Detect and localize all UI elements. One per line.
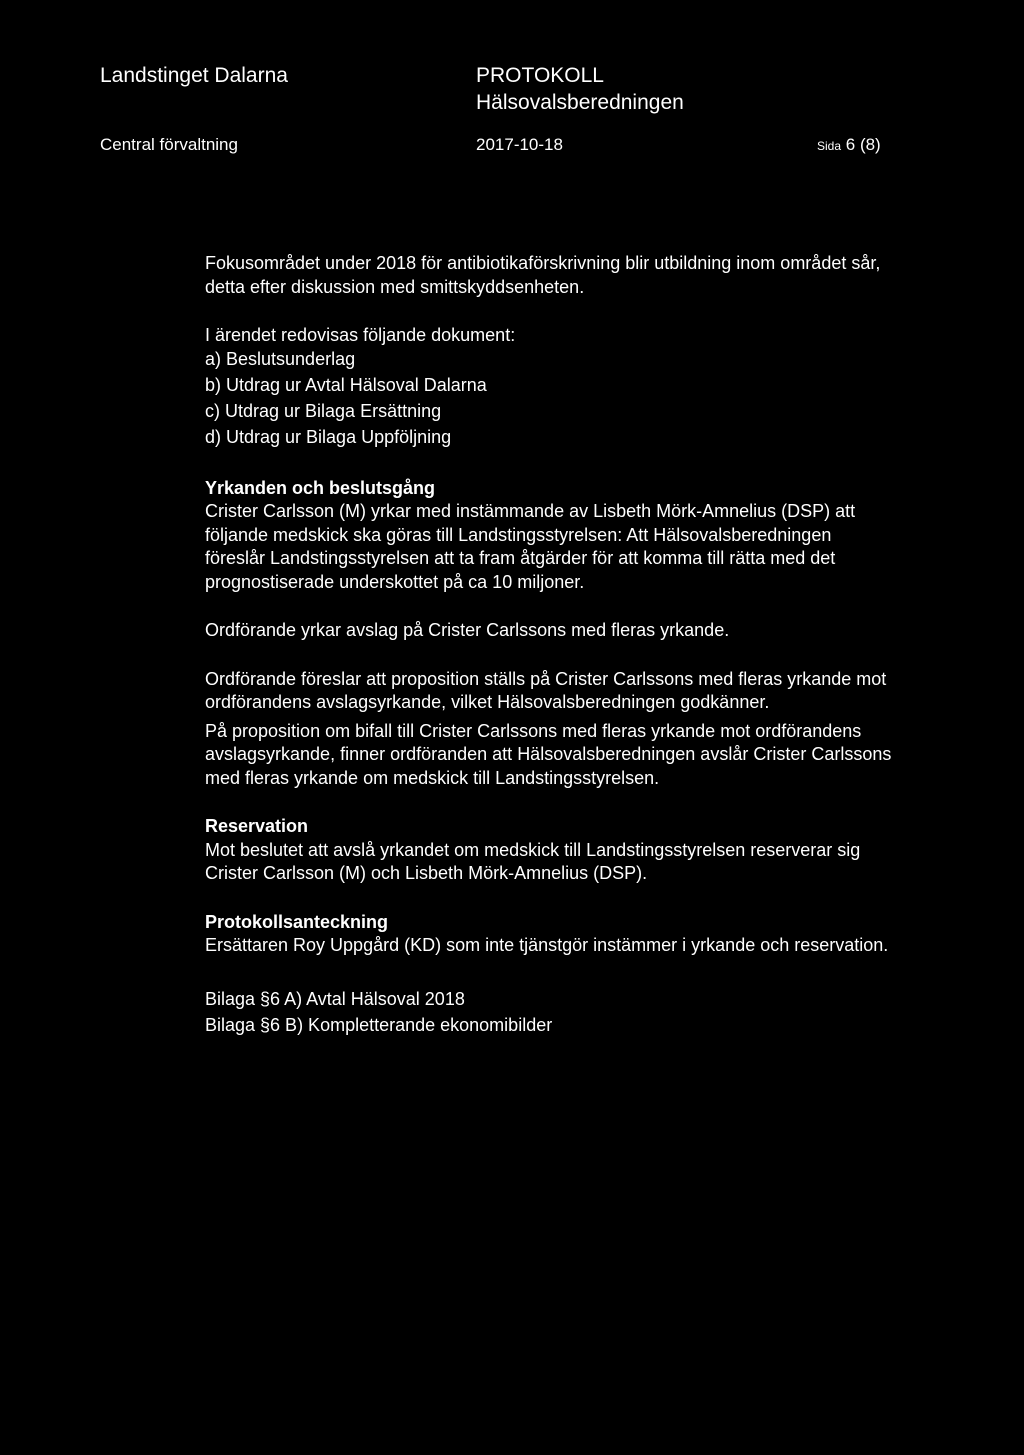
meeting-date: 2017-10-18 (476, 135, 563, 154)
paragraph-protokollsanteckning: Ersättaren Roy Uppgård (KD) som inte tjänstgör instämmer i yrkande och reservation. (205, 935, 889, 955)
department-name: Central förvaltning (100, 135, 238, 154)
page-number (817, 136, 881, 153)
heading-reservation: Reservation (205, 816, 309, 836)
paragraph-focus-area: Fokusområdet under 2018 för antibiotikaförskrivning blir utbildning inom området sår, detta efter diskussion med smittskyddsenheten. (205, 253, 881, 297)
document-body (205, 252, 895, 1040)
document-type: PROTOKOLL (476, 64, 604, 87)
heading-yrkanden: Yrkanden och beslutsgång (205, 477, 436, 498)
attachment-item: Bilaga §6 B) Kompletterande ekonomibilder (205, 1014, 553, 1035)
list-item: d) Utdrag ur Bilaga Uppföljning (205, 426, 452, 447)
list-item: a) Beslutsunderlag (205, 348, 356, 369)
list-item: c) Utdrag ur Bilaga Ersättning (205, 400, 442, 421)
page-number-value: 6 (8) (845, 135, 881, 154)
attachment-item: Bilaga §6 A) Avtal Hälsoval 2018 (205, 988, 465, 1009)
documents-list (205, 348, 895, 450)
committee-name: Hälsovalsberedningen (476, 91, 684, 114)
paragraph-reservation: Mot beslutet att avslå yrkandet om medskick till Landstingsstyrelsen reserverar sig Crister Carlsson (M) och Lisbeth Mörk-Amnelius (DSP). (205, 839, 861, 883)
list-item: b) Utdrag ur Avtal Hälsoval Dalarna (205, 374, 487, 395)
heading-protokollsanteckning: Protokollsanteckning (205, 911, 389, 932)
paragraph-ordforande-proposition: Ordförande föreslar att proposition ställs på Crister Carlssons med fleras yrkande mot ordförandens avslagsyrkande, vilket Hälsovalsberedningen godkänner. (205, 668, 887, 712)
paragraph-ordforande-avslag: Ordförande yrkar avslag på Crister Carlssons med fleras yrkande. (205, 620, 730, 640)
organization-name: Landstinget Dalarna (100, 64, 288, 87)
documents-intro: I ärendet redovisas följande dokument: (205, 325, 516, 345)
page-label: Sida (817, 139, 842, 153)
attachments-list (205, 988, 895, 1038)
paragraph-yrkande: Crister Carlsson (M) yrkar med instämmande av Lisbeth Mörk-Amnelius (DSP) att följande medskick ska göras till Landstingsstyrelsen: Att Hälsovalsberedningen föreslår Landstingsstyrelsen att ta fram åtgärder för att komma till rätta med det prognostiserade underskottet på ca 10 miljoner. (205, 501, 856, 592)
paragraph-proposition-result: På proposition om bifall till Crister Carlssons med fleras yrkande mot ordförandens avslagsyrkande, finner ordföranden att Hälsovalsberedningen avslår Crister Carlssons med fleras yrkande om medskick till Landstingsstyrelsen. (205, 720, 892, 788)
